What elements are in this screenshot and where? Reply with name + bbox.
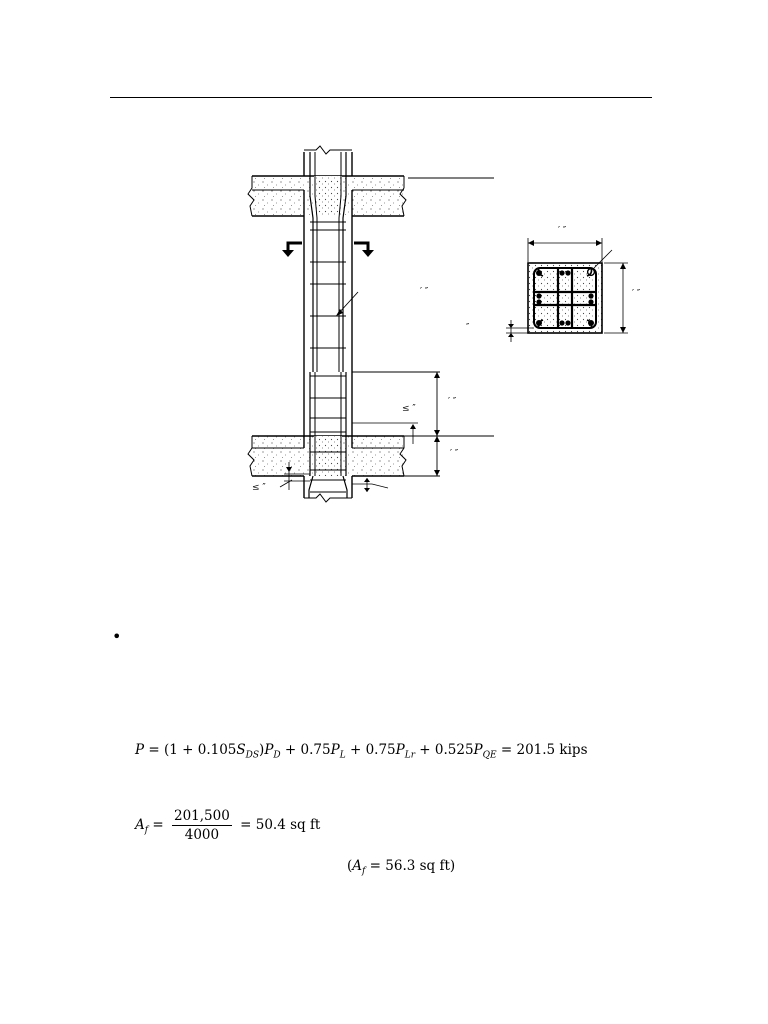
column-ties	[310, 222, 346, 492]
equation-footing-area-provided	[347, 858, 455, 877]
eq1-result: = 201.5 kips	[496, 742, 588, 758]
eq1-plr: P	[395, 742, 405, 758]
eq3-close: = 56.3 sq ft)	[365, 858, 456, 874]
eq1-pqe: P	[473, 742, 483, 758]
eq1-plr-sub: Lr	[404, 750, 415, 761]
eq2-lhs: A	[135, 817, 145, 833]
label-lap-bottom: ′ ″	[450, 449, 459, 459]
eq1-pqe-sub: QE	[482, 750, 497, 761]
label-side-a: ′ ″	[420, 287, 429, 297]
eq2-lhs-sub: f	[144, 825, 149, 836]
bullet-point: •	[112, 627, 122, 646]
eq2-numerator: 201,500	[174, 808, 230, 824]
eq1-pd: P	[264, 742, 274, 758]
label-lap-top: ′ ″	[448, 397, 457, 407]
eq2-result: = 50.4 sq ft	[240, 817, 321, 833]
equation-footing-area: $A_f$ = $\frac{201,500}{4000}$ = 50.4 sq ft	[135, 808, 321, 843]
eq1-sds-sub: DS	[245, 750, 260, 761]
label-le-b: ≤ ″	[252, 483, 266, 493]
eq3-sub: f	[362, 866, 366, 877]
section-cut-arrows	[282, 243, 374, 257]
label-section-height: ′ ″	[632, 289, 641, 299]
eq3-sym: A	[352, 858, 363, 874]
eq3-open: (	[347, 858, 353, 874]
eq2-fraction	[172, 808, 232, 843]
column-cross-section	[506, 238, 628, 342]
eq1-pl-sub: L	[339, 750, 346, 761]
eq1-prefix: = (1 + 0.105	[148, 742, 237, 758]
eq1-pl: P	[330, 742, 340, 758]
label-section-width: ′ ″	[558, 226, 567, 236]
label-side-b: ″	[466, 323, 470, 333]
label-le-a: ≤ ″	[402, 404, 416, 414]
eq1-pd-sub: D	[273, 750, 281, 761]
eq1-lhs: P	[135, 742, 145, 758]
eq1-plr-coef: + 0.75	[345, 742, 396, 758]
eq1-pl-coef: + 0.75	[280, 742, 331, 758]
eq2-denominator: 4000	[184, 827, 220, 843]
eq1-sds: S	[236, 742, 246, 758]
eq1-pqe-coef: + 0.525	[415, 742, 474, 758]
equation-axial-load: $P = (1 + 0.105S_{DS})P_D + 0.75P_L + 0.75P_{Lr} + 0.525P_{QE} = 201.5$ kips	[135, 742, 588, 761]
